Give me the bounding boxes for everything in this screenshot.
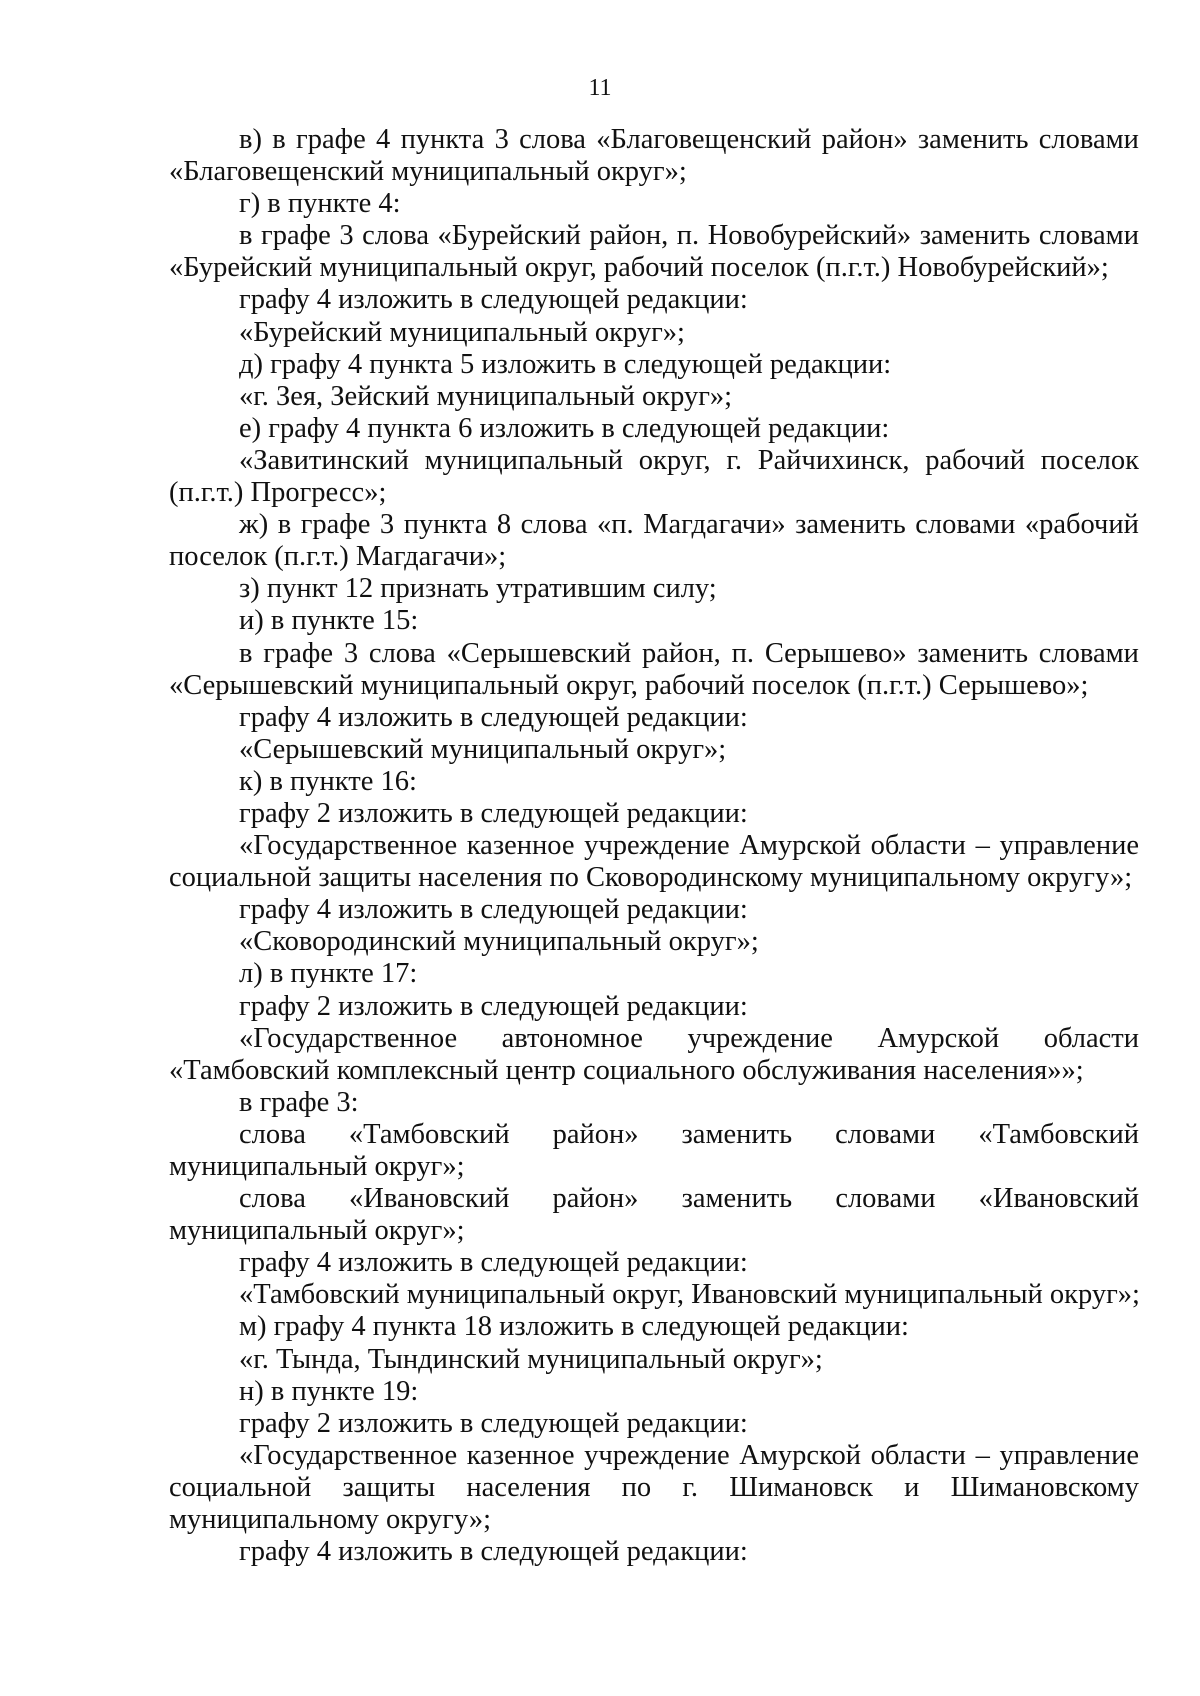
word: словами [835,1118,936,1150]
paragraph [169,1376,1139,1408]
text-line: «Благовещенский муниципальный округ»; [169,156,687,188]
word: «Государственное [239,1022,458,1054]
paragraph [169,1536,1139,1568]
text-line: «Серышевский муниципальный округ, рабочий поселок (п.г.т.) Серышево»; [169,669,1089,701]
word: казенное [466,1439,575,1471]
paragraph [169,702,1139,734]
text-line: и) в пункте 15: [239,605,419,637]
word: 3 [494,124,509,155]
word: пункта [400,124,485,155]
word: и [904,1471,920,1503]
word: слова [239,1118,306,1150]
word: «Ивановский [349,1183,510,1215]
paragraph [169,958,1139,990]
text-line: графу 4 изложить в следующей редакции: [239,1536,748,1568]
text-line [169,1440,1139,1472]
word: словами [1038,220,1139,252]
word: Серышево» [764,637,907,669]
word: заменить [919,220,1031,252]
text-line: (п.г.т.) Прогресс»; [169,477,387,509]
word: район» [552,1183,639,1215]
word: в [239,637,253,669]
paragraph [169,509,1139,573]
paragraph [169,124,1139,188]
word: «Ивановский [978,1183,1139,1215]
word: п. [731,637,754,669]
word: учреждение [584,830,730,862]
text-line: «Тамбовский муниципальный округ, Ивановский муниципальный округ»; [239,1279,1140,1311]
word: «Завитинский [239,444,409,476]
word: «Благовещенский [596,124,812,155]
word: «Тамбовский [348,1118,510,1150]
word: слова [368,637,436,669]
word: в [272,124,286,155]
text-line: графу 4 изложить в следующей редакции: [239,1247,748,1279]
text-line: «г. Тында, Тындинский муниципальный округ»; [239,1343,823,1375]
word: округ, [638,444,711,476]
paragraph [169,349,1139,381]
paragraph [169,1344,1139,1376]
word: район» [821,124,908,155]
word: рабочий [925,444,1025,476]
document-body [169,124,1139,1568]
word: области [870,1439,966,1471]
word: район» [552,1118,639,1150]
text-line: з) пункт 12 признать утратившим силу; [239,573,717,605]
paragraph [169,413,1139,445]
paragraph [169,1440,1139,1536]
paragraph [169,188,1139,220]
text-line: муниципальному округу»; [169,1504,492,1536]
word: «Государственное [239,1439,458,1471]
paragraph [169,1087,1139,1119]
text-line: «Сковородинский муниципальный округ»; [239,926,759,958]
word: словами [835,1183,936,1215]
word: учреждение [687,1022,833,1054]
word: район, [641,637,721,669]
word: заменить [681,1118,793,1150]
text-line: графу 2 изложить в следующей редакции: [239,797,748,829]
text-line: н) в пункте 19: [239,1375,419,1407]
word: заменить [795,509,906,541]
word: район, [589,220,669,252]
word: 3 [379,509,395,541]
word: в) [239,124,262,155]
text-line [169,124,1139,156]
word: Шимановскому [950,1471,1139,1503]
paragraph [169,926,1139,958]
text-line: к) в пункте 16: [239,765,417,797]
word: «Бурейский [437,220,581,252]
paragraph [169,798,1139,830]
word: поселок [1040,444,1139,476]
text-line: графу 2 изложить в следующей редакции: [239,990,748,1022]
paragraph [169,1408,1139,1440]
word: защиты [342,1471,436,1503]
text-line: поселок (п.г.т.) Магдагачи»; [169,541,507,573]
text-line [169,1472,1139,1504]
word: слова [519,124,586,155]
text-line: «Бурейский муниципальный округ»; [239,316,685,348]
word: п. [676,220,700,252]
text-line: «Тамбовский комплексный центр социального обслуживания населения»»; [169,1054,1084,1086]
word: «Государственное [239,830,458,862]
word: словами [1038,124,1139,155]
word: Амурской [739,830,861,862]
word: словами [915,509,1016,541]
text-line [169,638,1139,670]
word: графе [263,637,334,669]
word: учреждение [584,1439,730,1471]
word: области [870,830,966,862]
text-line: «г. Зея, Зейский муниципальный округ»; [239,380,733,412]
word: заменить [681,1183,793,1215]
word: слова [362,220,429,252]
word: казенное [466,830,575,862]
paragraph [169,1311,1139,1343]
text-line: социальной защиты населения по Сковородинскому муниципальному округу»; [169,862,1133,894]
text-line [169,509,1139,541]
paragraph [169,317,1139,349]
word: в [239,220,253,252]
text-line [169,830,1139,862]
word: Амурской [877,1022,1000,1054]
text-line: графу 4 изложить в следующей редакции: [239,894,748,926]
word: управление [999,830,1139,862]
text-line: муниципальный округ»; [169,1151,465,1182]
text-line: в графе 3: [239,1086,359,1118]
text-line [169,1183,1139,1215]
word: пункта [403,509,488,541]
paragraph [169,220,1139,284]
text-line [169,1119,1139,1151]
word: 8 [496,509,512,541]
text-line [169,1023,1139,1055]
paragraph [169,894,1139,926]
text-line: м) графу 4 пункта 18 изложить в следующей редакции: [239,1311,909,1343]
text-line: «Серышевский муниципальный округ»; [239,733,727,765]
word: Магдагачи» [643,509,786,541]
word: 3 [339,220,354,252]
page-number: 11 [588,75,612,101]
text-line: графу 4 изложить в следующей редакции: [239,284,748,316]
word: населения [466,1471,591,1503]
word: графе [300,509,371,541]
word: автономное [501,1022,643,1054]
word: «рабочий [1024,509,1139,541]
word: Новобурейский» [707,220,912,252]
word: слова [520,509,588,541]
paragraph [169,1183,1139,1247]
word: «Тамбовский [978,1118,1139,1150]
text-line: муниципальный округ»; [169,1215,465,1247]
word: 4 [376,124,391,155]
text-line: графу 2 изложить в следующей редакции: [239,1407,748,1439]
word: графе [296,124,366,155]
paragraph [169,284,1139,316]
paragraph [169,445,1139,509]
word: Райчихинск, [757,444,910,476]
word: в [277,509,292,541]
word: ж) [239,509,269,541]
paragraph [169,1279,1139,1311]
word: управление [999,1439,1139,1471]
word: по [621,1471,652,1503]
word: муниципальный [424,444,623,476]
word: г. [726,444,742,476]
paragraph [169,766,1139,798]
text-line: л) в пункте 17: [239,958,418,990]
paragraph [169,991,1139,1023]
paragraph [169,638,1139,702]
text-line: «Бурейский муниципальный округ, рабочий поселок (п.г.т.) Новобурейский»; [169,252,1109,284]
paragraph [169,381,1139,413]
paragraph [169,830,1139,894]
text-line: д) графу 4 пункта 5 изложить в следующей редакции: [239,348,892,380]
paragraph [169,573,1139,605]
paragraph [169,734,1139,766]
text-line: е) графу 4 пункта 6 изложить в следующей редакции: [239,412,890,444]
paragraph [169,1247,1139,1279]
word: словами [1038,637,1139,669]
word: заменить [917,124,1029,155]
paragraph [169,1023,1139,1087]
text-line [169,445,1139,477]
word: «Серышевский [446,637,632,669]
word: Амурской [739,1439,861,1471]
paragraph [169,605,1139,637]
word: графе [261,220,331,252]
word: «п. [597,509,634,541]
word: слова [239,1183,306,1215]
text-line [169,220,1139,252]
word: области [1043,1022,1139,1054]
word: социальной [169,1471,312,1503]
word: 3 [343,637,359,669]
text-line: графу 4 изложить в следующей редакции: [239,701,748,733]
word: – [975,1439,990,1471]
word: – [975,830,990,862]
word: г. [682,1471,698,1503]
text-line: г) в пункте 4: [239,188,401,220]
word: заменить [917,637,1028,669]
word: Шимановск [729,1471,873,1503]
paragraph [169,1119,1139,1183]
